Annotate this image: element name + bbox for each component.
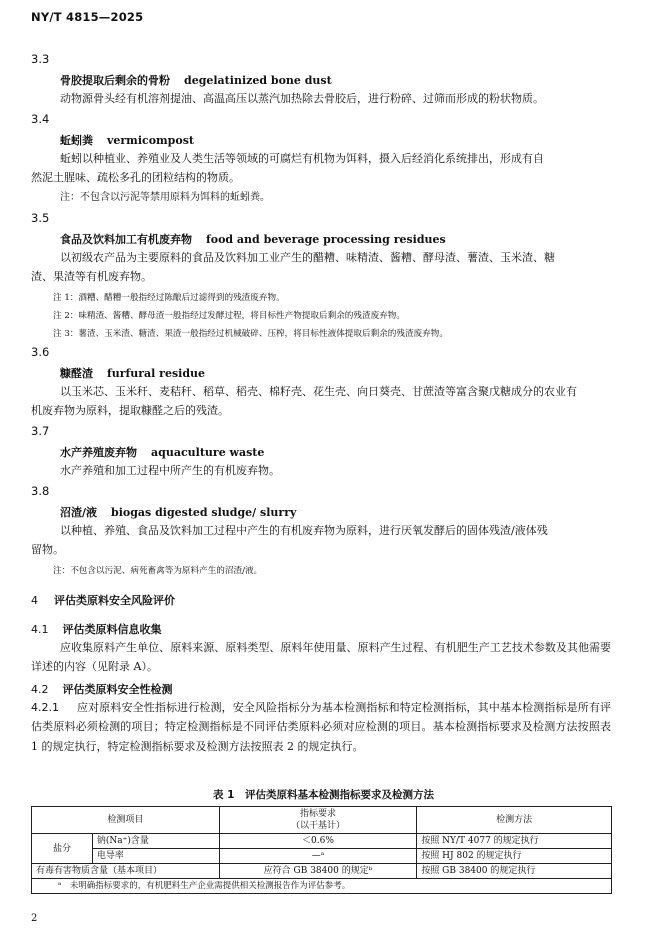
note: 注：不包含以污泥等禁用原料为饵料的蚯蚓粪。 bbox=[60, 192, 270, 203]
cell-group-salt: 盐分 bbox=[32, 834, 93, 864]
section-number: 3.3 bbox=[31, 52, 50, 66]
cell-method: 按照 HJ 802 的规定执行 bbox=[417, 849, 612, 864]
term-definition: 动物源骨头经有机溶剂提油、高温高压以蒸汽加热除去骨胶后，进行粉碎、过筛而形成的粉状物质。 bbox=[60, 92, 544, 105]
cell-sub-item: 钠(Na⁺)含量 bbox=[92, 834, 219, 849]
table-footnote-row bbox=[32, 879, 612, 894]
header-cell-item: 检测项目 bbox=[32, 807, 220, 834]
term-definition: 以玉米芯、玉米秆、麦秸秆、稻草、稻壳、棉籽壳、花生壳、向日葵壳、甘蔗渣等富含聚戊糖成分的农业有 bbox=[60, 385, 577, 398]
term-cn: 蚯蚓粪 bbox=[60, 134, 93, 147]
table-footnote: ᵃ 未明确指标要求的，有机肥料生产企业需提供相关检测报告作为评估参考。 bbox=[32, 879, 612, 894]
term-cn: 食品及饮料加工有机废弃物 bbox=[60, 233, 192, 246]
term-title bbox=[60, 132, 194, 148]
table-row bbox=[32, 834, 612, 849]
term-cn: 沼渣/液 bbox=[60, 506, 98, 519]
term-definition: 水产养殖和加工过程中所产生的有机废弃物。 bbox=[60, 464, 280, 477]
note: 注 3：薯渣、玉米渣、糖渣、果渣一般指经过机械破碎、压榨，将目标性液体提取后剩余的残渣废弃物。 bbox=[53, 329, 448, 339]
subsection-title: 评估类原料安全性检测 bbox=[62, 683, 173, 696]
term-definition: 以初级农产品为主要原料的食品及饮料加工业产生的醋糟、味精渣、酱糟、酵母渣、薯渣、玉米渣、糖 bbox=[60, 251, 555, 264]
table-caption: 表 1 评估类原料基本检测指标要求及检测方法 bbox=[213, 789, 434, 801]
term-cn: 骨胶提取后剩余的骨粉 bbox=[60, 74, 170, 87]
header-req-line2: （以干基计） bbox=[290, 821, 345, 831]
header-cell-requirement bbox=[219, 807, 417, 834]
standard-number: NY/T 4815—2025 bbox=[31, 10, 144, 24]
note: 注 1：酒糟、醋糟一般指经过陈酿后过滤得到的残渣废弃物。 bbox=[53, 293, 285, 303]
term-definition: 然泥土腥味、疏松多孔的团粒结构的物质。 bbox=[31, 171, 240, 184]
header-cell-method: 检测方法 bbox=[417, 807, 612, 834]
term-definition: 机废弃物为原料，提取糠醛之后的残渣。 bbox=[31, 404, 229, 417]
cell-requirement: 应符合 GB 38400 的规定ᵇ bbox=[219, 864, 417, 879]
subsection-number: 4.1 bbox=[31, 623, 49, 636]
section-number: 3.4 bbox=[31, 112, 50, 126]
term-en: aquaculture waste bbox=[151, 446, 265, 459]
chapter-heading bbox=[31, 592, 175, 608]
term-title bbox=[60, 444, 264, 460]
term-title bbox=[60, 504, 296, 520]
cell-requirement: ＜0.6% bbox=[219, 834, 417, 849]
term-definition: 蚯蚓以种植业、养殖业及人类生活等领域的可腐烂有机物为饵料，摄入后经消化系统排出，形成有自 bbox=[60, 152, 544, 165]
clause-number: 4.2.1 bbox=[31, 701, 59, 714]
chapter-number: 4 bbox=[31, 594, 38, 607]
section-number: 3.7 bbox=[31, 424, 50, 438]
subsection-heading bbox=[31, 621, 162, 637]
term-definition: 留物。 bbox=[31, 543, 64, 556]
cell-item: 有毒有害物质含量（基本项目） bbox=[32, 864, 220, 879]
term-definition: 以种植、养殖、食品及饮料加工过程中产生的有机废弃物为原料，进行厌氧发酵后的固体残渣/液体残 bbox=[60, 524, 548, 537]
term-title bbox=[60, 231, 446, 247]
term-en: vermicompost bbox=[107, 134, 194, 147]
term-en: food and beverage processing residues bbox=[206, 233, 446, 246]
term-cn: 糠醛渣 bbox=[60, 367, 93, 380]
table-header-row bbox=[32, 807, 612, 834]
term-cn: 水产养殖废弃物 bbox=[60, 446, 137, 459]
cell-method: 按照 GB 38400 的规定执行 bbox=[417, 864, 612, 879]
term-en: degelatinized bone dust bbox=[184, 74, 332, 87]
page-number: 2 bbox=[31, 913, 38, 924]
term-title bbox=[60, 365, 205, 381]
section-number: 3.8 bbox=[31, 484, 50, 498]
table-row bbox=[32, 864, 612, 879]
term-title bbox=[60, 72, 332, 88]
cell-sub-item: 电导率 bbox=[92, 849, 219, 864]
table-row bbox=[32, 849, 612, 864]
term-en: biogas digested sludge/ slurry bbox=[111, 506, 297, 519]
paragraph: 应对原料安全性指标进行检测，安全风险指标分为基本检测指标和特定检测指标，其中基本检测指标是所有评估类原料必须检测的项目；特定检测指标是不同评估类原料必须对应检测的项目。基本检测指标要求及检测方法按照表 1 的规定执行，特定检测指标要求及检测方法按照表 2 的规定执行。 bbox=[31, 701, 611, 753]
cell-method: 按照 NY/T 4077 的规定执行 bbox=[417, 834, 612, 849]
subsection-title: 评估类原料信息收集 bbox=[62, 623, 162, 636]
note: 注 2：味精渣、酱糟、酵母渣一般指经过发酵过程，将目标性产物提取后剩余的残渣废弃物。 bbox=[53, 311, 405, 321]
section-number: 3.5 bbox=[31, 211, 50, 225]
paragraph: 应收集原料产生单位、原料来源、原料类型、原料年使用量、原料产生过程、有机肥生产工艺技术参数及其他需要详述的内容（见附录 A）。 bbox=[31, 641, 611, 674]
header-req-line1: 指标要求 bbox=[299, 809, 336, 819]
cell-requirement: —ᵃ bbox=[219, 849, 417, 864]
section-number: 3.6 bbox=[31, 345, 50, 359]
subsection-heading bbox=[31, 681, 173, 697]
note: 注：不包含以污泥、病死畜禽等为原料产生的沼渣/液。 bbox=[53, 566, 263, 576]
table-1 bbox=[31, 806, 612, 894]
term-en: furfural residue bbox=[107, 367, 206, 380]
chapter-title: 评估类原料安全风险评价 bbox=[54, 594, 175, 607]
subsection-number: 4.2 bbox=[31, 683, 49, 696]
term-definition: 渣、果渣等有机废弃物。 bbox=[31, 270, 152, 283]
